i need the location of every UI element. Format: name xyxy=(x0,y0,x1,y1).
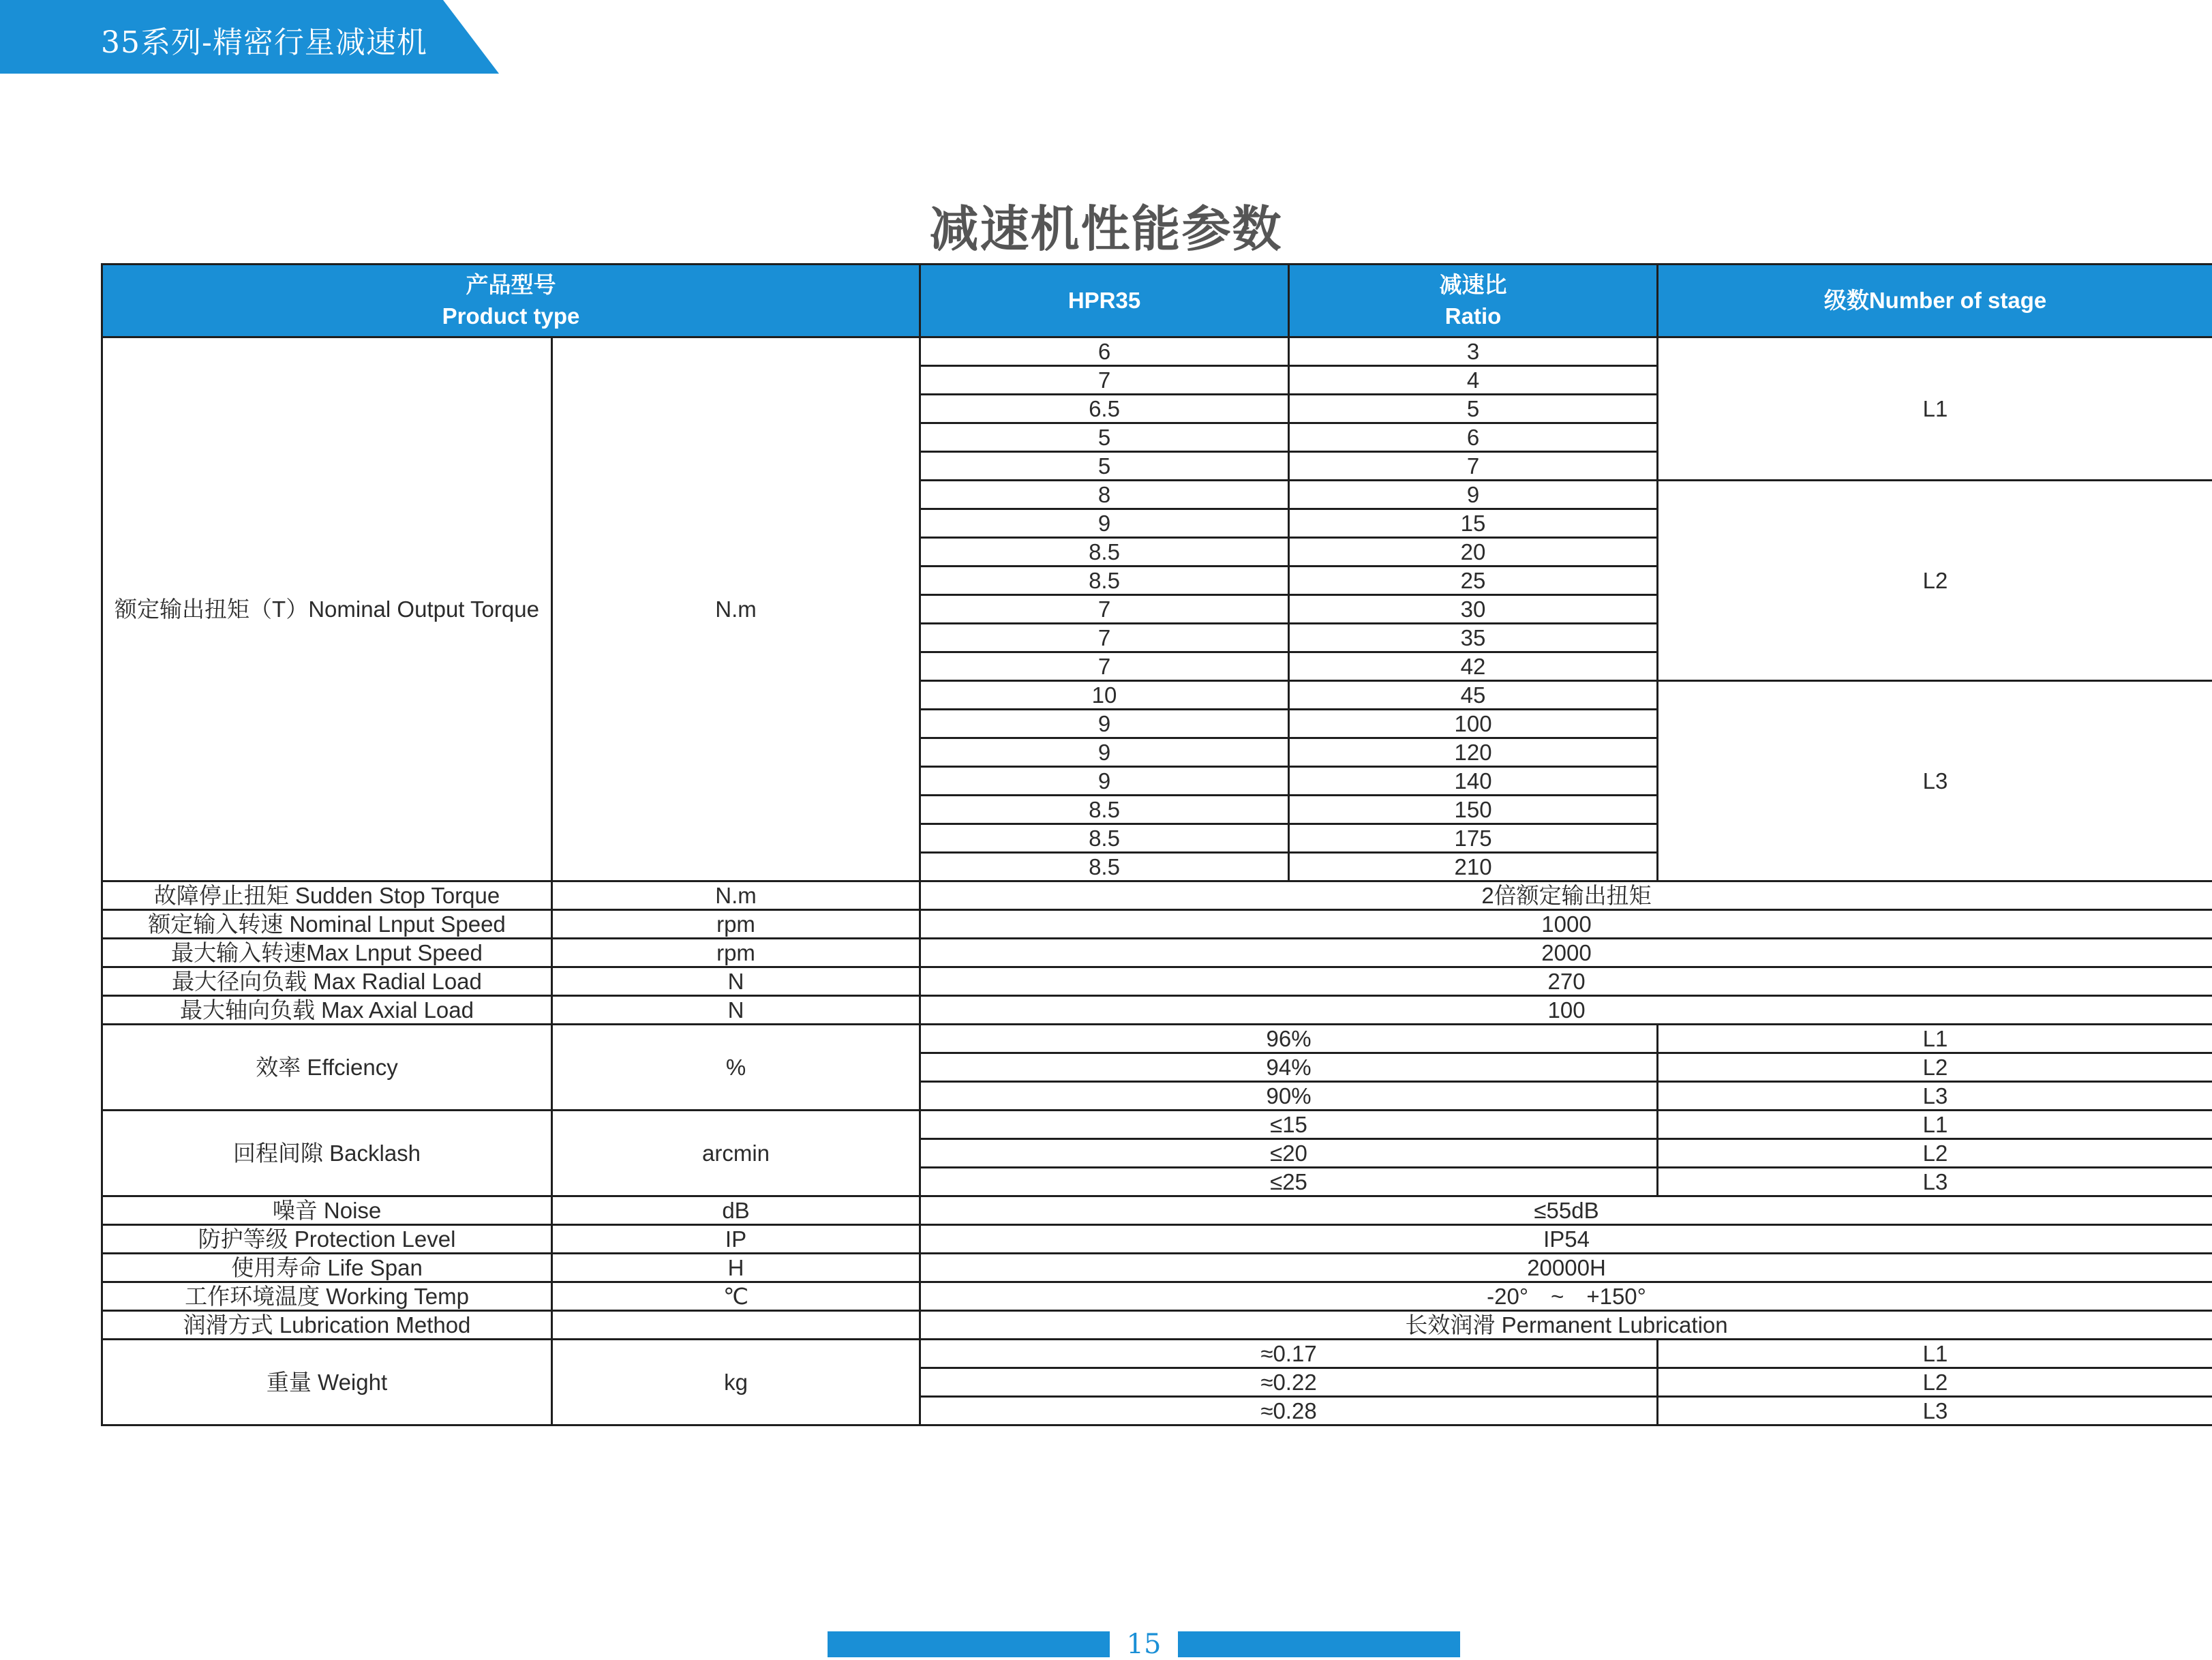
param-label: 最大轴向负载 Max Axial Load xyxy=(102,996,552,1025)
stage-cell-l3: L3 xyxy=(1658,681,2212,881)
backlash-label: 回程间隙 Backlash xyxy=(102,1111,552,1196)
table-row xyxy=(102,1282,2212,1311)
efficiency-label: 效率 Effciency xyxy=(102,1025,552,1111)
param-unit: rpm xyxy=(552,939,920,967)
weight-label: 重量 Weight xyxy=(102,1340,552,1425)
torque-ratio: 42 xyxy=(1289,652,1658,681)
torque-ratio: 5 xyxy=(1289,395,1658,423)
param-value: ≤55dB xyxy=(920,1196,2212,1225)
table-row xyxy=(102,337,2212,366)
param-value: 2倍额定输出扭矩 xyxy=(920,881,2212,910)
param-unit: N.m xyxy=(552,881,920,910)
torque-value: 9 xyxy=(920,767,1289,796)
torque-value: 7 xyxy=(920,595,1289,624)
efficiency-value: 94% xyxy=(920,1053,1658,1082)
param-label: 最大径向负载 Max Radial Load xyxy=(102,967,552,996)
torque-ratio: 4 xyxy=(1289,366,1658,395)
param-value: 长效润滑 Permanent Lubrication xyxy=(920,1311,2212,1340)
torque-ratio: 140 xyxy=(1289,767,1658,796)
stage-cell-l1: L1 xyxy=(1658,337,2212,481)
param-label: 额定输入转速 Nominal Lnput Speed xyxy=(102,910,552,939)
stage-cell-l2: L2 xyxy=(1658,481,2212,681)
table-row xyxy=(102,1111,2212,1139)
param-label: 最大输入转速Max Lnput Speed xyxy=(102,939,552,967)
weight-stage: L3 xyxy=(1658,1397,2212,1425)
backlash-value: ≤15 xyxy=(920,1111,1658,1139)
header-product-type: 产品型号 Product type xyxy=(102,265,920,337)
weight-stage: L2 xyxy=(1658,1368,2212,1397)
backlash-value: ≤20 xyxy=(920,1139,1658,1168)
series-title: 35系列-精密行星减速机 xyxy=(101,18,427,61)
param-value: 270 xyxy=(920,967,2212,996)
backlash-unit: arcmin xyxy=(552,1111,920,1196)
torque-ratio: 120 xyxy=(1289,738,1658,767)
param-value: -20° ~ +150° xyxy=(920,1282,2212,1311)
table-header-row xyxy=(102,265,2212,337)
backlash-stage: L1 xyxy=(1658,1111,2212,1139)
torque-value: 9 xyxy=(920,509,1289,538)
torque-value: 5 xyxy=(920,452,1289,481)
torque-value: 8.5 xyxy=(920,796,1289,824)
torque-ratio: 7 xyxy=(1289,452,1658,481)
header-model: HPR35 xyxy=(920,265,1289,337)
performance-table xyxy=(101,263,2212,1426)
torque-ratio: 6 xyxy=(1289,423,1658,452)
efficiency-stage: L2 xyxy=(1658,1053,2212,1082)
header-ratio: 减速比 Ratio xyxy=(1289,265,1658,337)
table-row xyxy=(102,1025,2212,1053)
efficiency-stage: L1 xyxy=(1658,1025,2212,1053)
efficiency-stage: L3 xyxy=(1658,1082,2212,1111)
footer-bar-left xyxy=(828,1631,1110,1657)
param-label: 使用寿命 Life Span xyxy=(102,1254,552,1282)
table-row xyxy=(102,1196,2212,1225)
table-row xyxy=(102,1311,2212,1340)
torque-ratio: 210 xyxy=(1289,853,1658,881)
table-row xyxy=(102,996,2212,1025)
torque-ratio: 9 xyxy=(1289,481,1658,509)
torque-value: 6 xyxy=(920,337,1289,366)
torque-value: 8.5 xyxy=(920,567,1289,595)
backlash-stage: L3 xyxy=(1658,1168,2212,1196)
table-row xyxy=(102,967,2212,996)
torque-ratio: 25 xyxy=(1289,567,1658,595)
torque-unit: N.m xyxy=(552,337,920,881)
param-value: 20000H xyxy=(920,1254,2212,1282)
torque-label: 额定输出扭矩（T）Nominal Output Torque xyxy=(102,337,552,881)
efficiency-value: 90% xyxy=(920,1082,1658,1111)
table-row xyxy=(102,1254,2212,1282)
weight-value: ≈0.28 xyxy=(920,1397,1658,1425)
torque-value: 8.5 xyxy=(920,853,1289,881)
weight-value: ≈0.22 xyxy=(920,1368,1658,1397)
param-label: 润滑方式 Lubrication Method xyxy=(102,1311,552,1340)
torque-ratio: 150 xyxy=(1289,796,1658,824)
header-stage: 级数Number of stage xyxy=(1658,265,2212,337)
torque-value: 5 xyxy=(920,423,1289,452)
param-value: 100 xyxy=(920,996,2212,1025)
backlash-value: ≤25 xyxy=(920,1168,1658,1196)
torque-value: 8.5 xyxy=(920,824,1289,853)
table-row xyxy=(102,1225,2212,1254)
param-unit: H xyxy=(552,1254,920,1282)
param-unit: N xyxy=(552,996,920,1025)
table-row xyxy=(102,881,2212,910)
torque-value: 10 xyxy=(920,681,1289,710)
torque-value: 9 xyxy=(920,738,1289,767)
torque-value: 8 xyxy=(920,481,1289,509)
torque-ratio: 30 xyxy=(1289,595,1658,624)
torque-ratio: 20 xyxy=(1289,538,1658,567)
torque-ratio: 45 xyxy=(1289,681,1658,710)
torque-ratio: 100 xyxy=(1289,710,1658,738)
torque-value: 7 xyxy=(920,624,1289,652)
param-unit: IP xyxy=(552,1225,920,1254)
param-unit: rpm xyxy=(552,910,920,939)
param-value: IP54 xyxy=(920,1225,2212,1254)
param-unit: ℃ xyxy=(552,1282,920,1311)
weight-unit: kg xyxy=(552,1340,920,1425)
backlash-stage: L2 xyxy=(1658,1139,2212,1168)
torque-value: 9 xyxy=(920,710,1289,738)
efficiency-value: 96% xyxy=(920,1025,1658,1053)
table-row xyxy=(102,910,2212,939)
param-unit: N xyxy=(552,967,920,996)
table-row xyxy=(102,1340,2212,1368)
param-unit xyxy=(552,1311,920,1340)
table-row xyxy=(102,939,2212,967)
page-number: 15 xyxy=(1110,1629,1178,1660)
torque-ratio: 3 xyxy=(1289,337,1658,366)
param-label: 故障停止扭矩 Sudden Stop Torque xyxy=(102,881,552,910)
weight-stage: L1 xyxy=(1658,1340,2212,1368)
torque-ratio: 35 xyxy=(1289,624,1658,652)
weight-value: ≈0.17 xyxy=(920,1340,1658,1368)
param-label: 噪音 Noise xyxy=(102,1196,552,1225)
torque-ratio: 175 xyxy=(1289,824,1658,853)
torque-value: 7 xyxy=(920,652,1289,681)
page-title: 减速机性能参数 xyxy=(0,190,2212,260)
param-label: 防护等级 Protection Level xyxy=(102,1225,552,1254)
efficiency-unit: % xyxy=(552,1025,920,1111)
param-unit: dB xyxy=(552,1196,920,1225)
param-value: 1000 xyxy=(920,910,2212,939)
footer-bar-right xyxy=(1178,1631,1460,1657)
torque-value: 7 xyxy=(920,366,1289,395)
param-label: 工作环境温度 Working Temp xyxy=(102,1282,552,1311)
torque-value: 6.5 xyxy=(920,395,1289,423)
torque-ratio: 15 xyxy=(1289,509,1658,538)
torque-value: 8.5 xyxy=(920,538,1289,567)
param-value: 2000 xyxy=(920,939,2212,967)
